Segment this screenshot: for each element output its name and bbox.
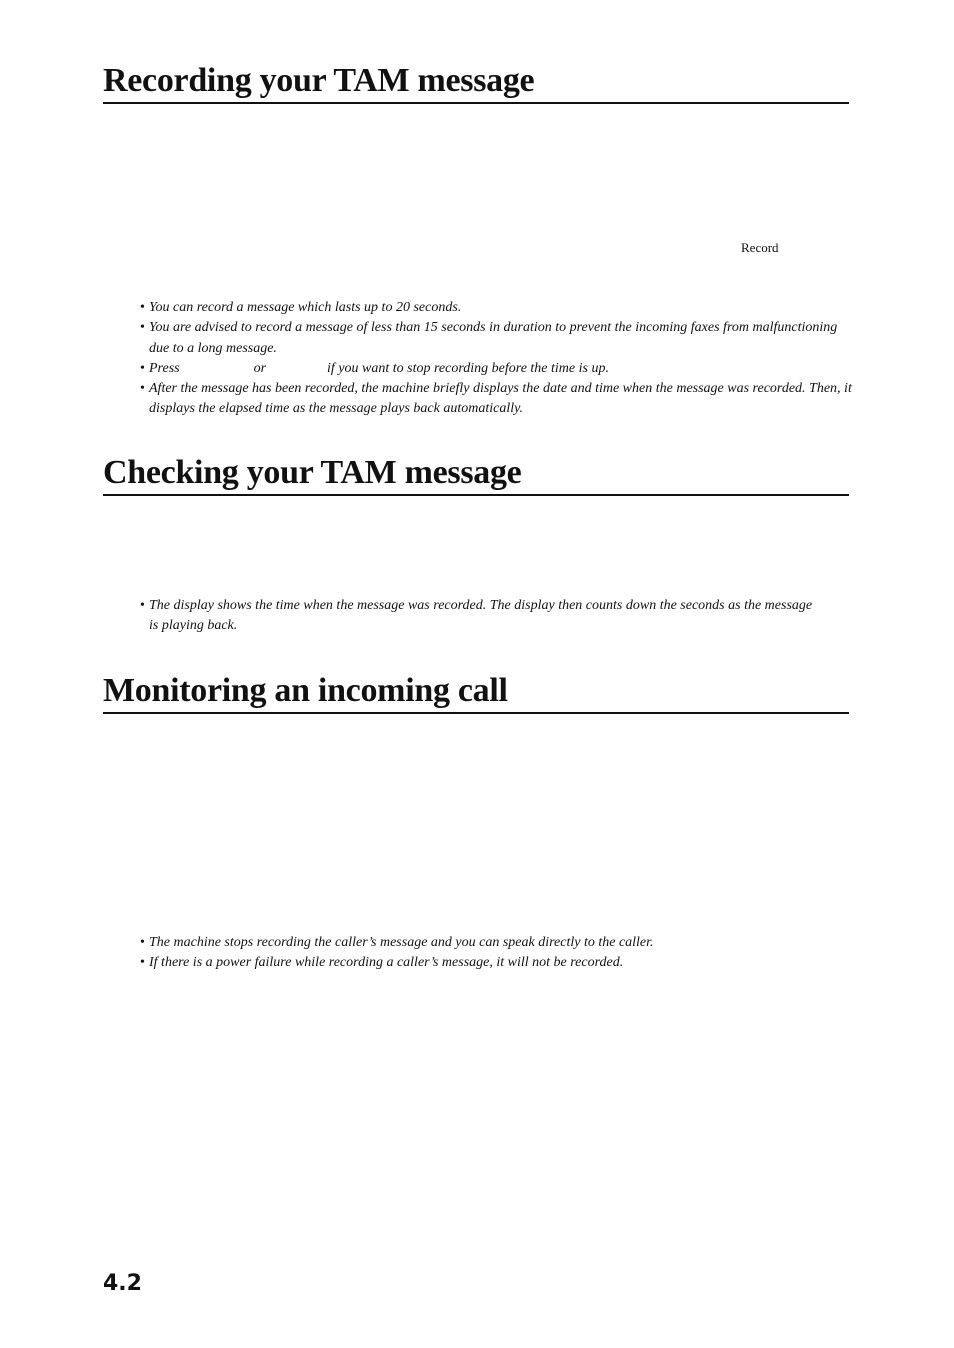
note-item: • The display shows the time when the message was recorded. The display then counts down the seconds as the message is playing back. [140, 596, 820, 637]
note-item-press [140, 359, 852, 379]
section-title-monitoring: Monitoring an incoming call [103, 672, 849, 714]
note-press-word: Press [149, 360, 180, 376]
section-title-recording: Recording your TAM message [103, 62, 849, 104]
notes-recording [140, 298, 852, 420]
note-item: • After the message has been recorded, the machine briefly displays the date and time when the message was recorded. Then, it displays the elapsed time as the message plays back automatically. [140, 379, 852, 420]
note-press-rest: if you want to stop recording before the time is up. [327, 360, 609, 376]
note-item: • You are advised to record a message of less than 15 seconds in duration to prevent the incoming faxes from malfunctioning due to a long message. [140, 318, 852, 359]
section-title-checking: Checking your TAM message [103, 454, 849, 496]
note-item: • You can record a message which lasts up to 20 seconds. [140, 298, 852, 318]
note-item: • The machine stops recording the caller’s message and you can speak directly to the caller. [140, 933, 852, 953]
page-number: 4.2 [103, 1271, 142, 1296]
notes-monitoring [140, 933, 852, 974]
record-key-label: Record [741, 240, 779, 255]
notes-checking [140, 596, 820, 637]
note-or-word: or [253, 360, 267, 376]
note-item: • If there is a power failure while recording a caller’s message, it will not be recorded. [140, 953, 852, 973]
